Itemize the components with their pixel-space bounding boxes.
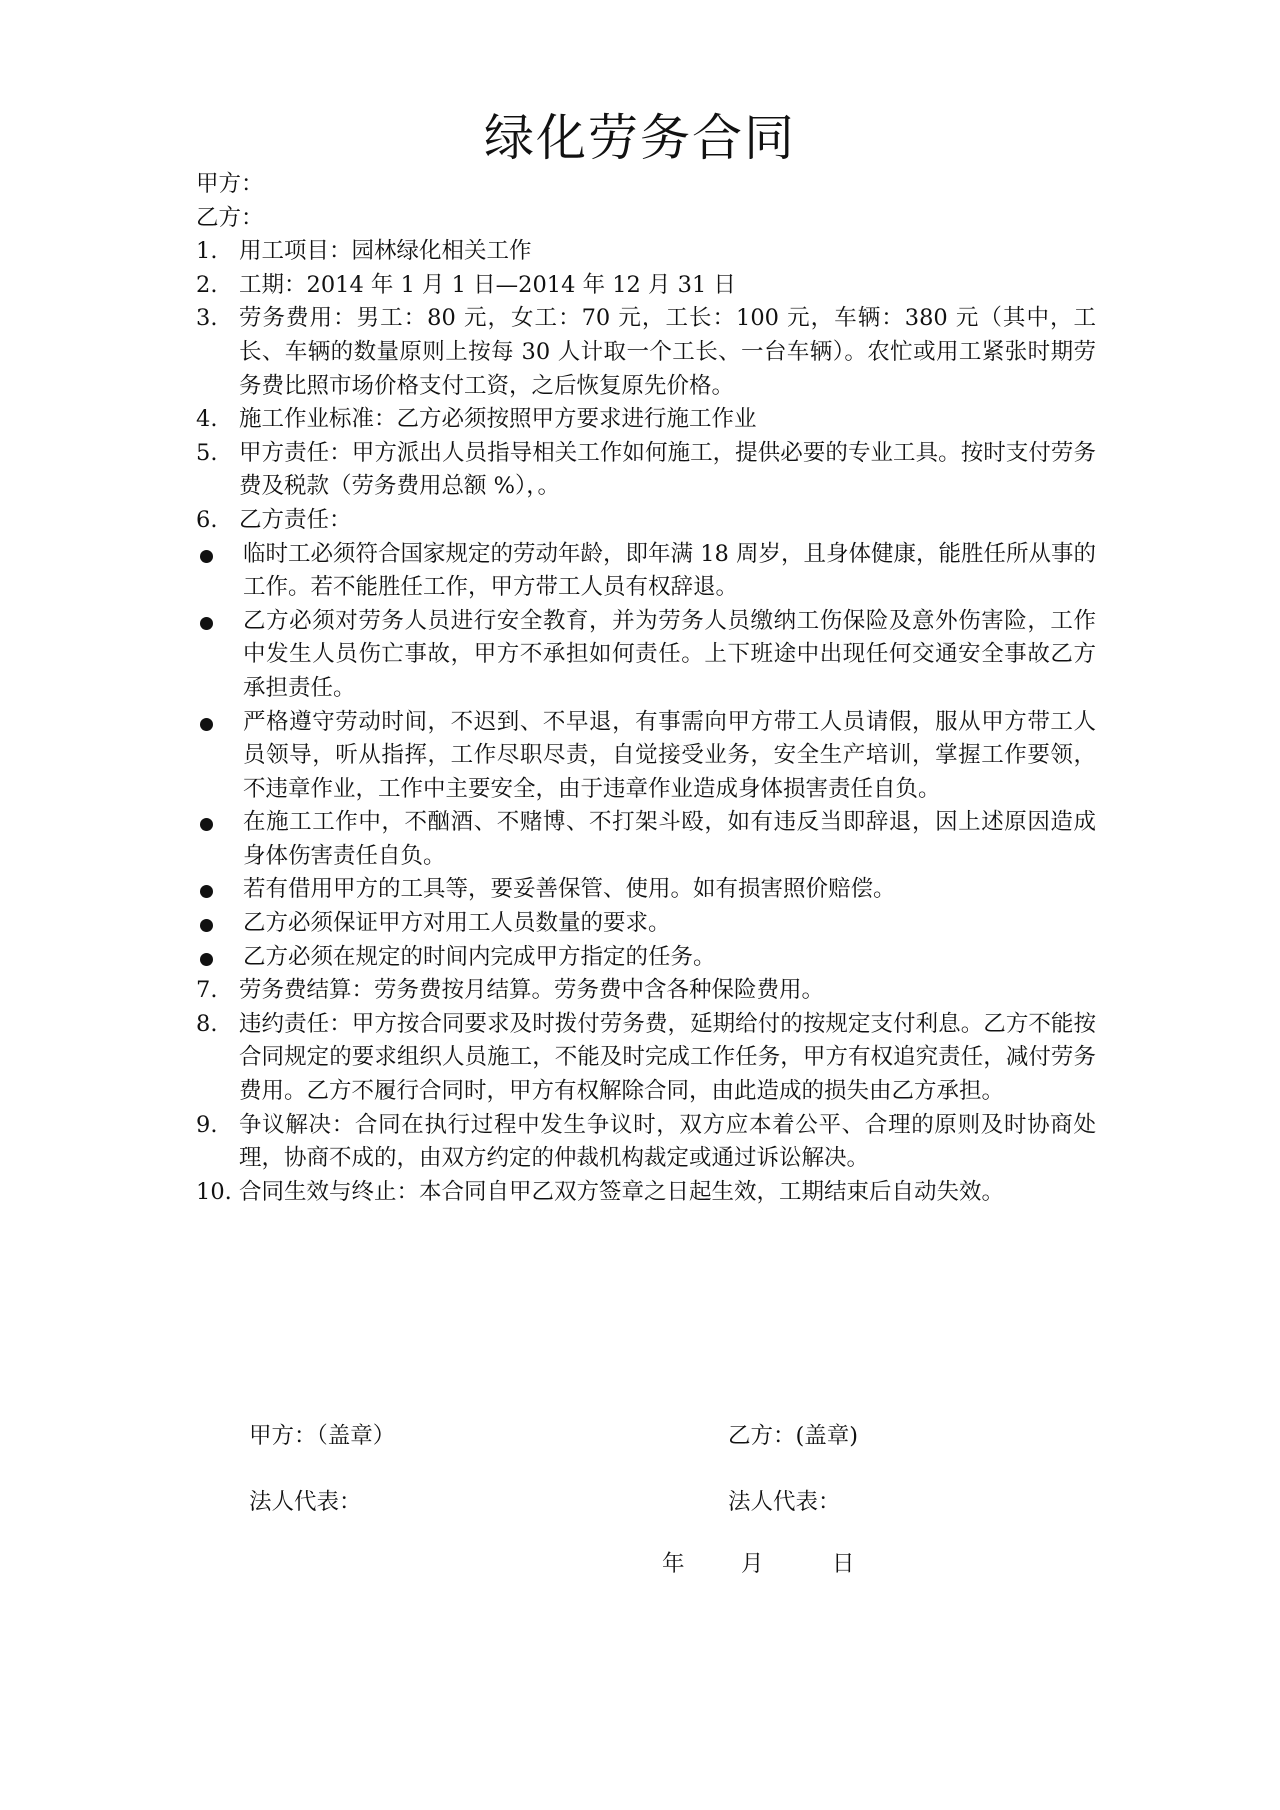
clause-text: 施工作业标准：乙方必须按照甲方要求进行施工作业: [239, 406, 757, 433]
clause-text: 工期：2014 年 1 月 1 日—2014 年 12 月 31 日: [239, 271, 736, 298]
clause-text: 甲方责任：甲方派出人员指导相关工作如何施工，提供必要的专业工具。按时支付劳务费及税款（劳务费用总额 %），。: [239, 439, 1096, 500]
clause-number: 1.: [196, 238, 218, 265]
list-item: [196, 706, 1096, 807]
party-b-rep-label: 法人代表：: [728, 1489, 841, 1515]
bullet-dot-icon: [200, 617, 213, 630]
date-month-label: 月: [741, 1551, 764, 1577]
bullet-dot-icon: [200, 885, 213, 898]
bullet-dot-icon: [200, 818, 213, 831]
clause-8: [196, 1008, 1096, 1109]
clause-text: 乙方责任：: [239, 506, 352, 533]
clause-number: 7.: [196, 977, 218, 1004]
clause-9: [196, 1109, 1096, 1176]
party-b-line: 乙方：: [196, 204, 264, 231]
list-item: [196, 538, 1096, 605]
clause-1: [196, 235, 1096, 269]
clause-text: 合同生效与终止：本合同自甲乙双方签章之日起生效，工期结束后自动失效。: [239, 1178, 1005, 1205]
list-item-text: 若有借用甲方的工具等，要妥善保管、使用。如有损害照价赔偿。: [243, 876, 896, 903]
bullet-dot-icon: [200, 953, 213, 966]
clause-text: 用工项目：园林绿化相关工作: [239, 238, 532, 265]
bullet-dot-icon: [200, 718, 213, 731]
clause-7: [196, 974, 1096, 1008]
list-item: [196, 806, 1096, 873]
clause-10: [196, 1176, 1096, 1210]
clause-5: [196, 437, 1096, 504]
clause-text: 劳务费结算：劳务费按月结算。劳务费中含各种保险费用。: [239, 977, 825, 1004]
clause-number: 10.: [196, 1178, 232, 1205]
list-item-text: 乙方必须保证甲方对用工人员数量的要求。: [243, 910, 671, 937]
clause-number: 3.: [196, 305, 218, 332]
clause-2: [196, 269, 1096, 303]
clause-6: [196, 504, 1096, 538]
list-item-text: 在施工工作中，不酗酒、不赌博、不打架斗殴，如有违反当即辞退，因上述原因造成身体伤害责任自负。: [243, 809, 1096, 869]
contract-body: [196, 168, 1096, 1209]
date-year-label: 年: [662, 1551, 685, 1577]
bullet-dot-icon: [200, 919, 213, 932]
clause-text: 争议解决：合同在执行过程中发生争议时，双方应本着公平、合理的原则及时协商处理，协商不成的，由双方约定的仲裁机构裁定或通过诉讼解决。: [239, 1111, 1096, 1172]
list-item-text: 乙方必须在规定的时间内完成甲方指定的任务。: [243, 943, 716, 970]
bullet-dot-icon: [200, 550, 213, 563]
page-title: 绿化劳务合同: [484, 109, 796, 167]
clause-3: [196, 302, 1096, 403]
clause-number: 4.: [196, 406, 218, 433]
party-a-seal-label: 甲方：（盖章）: [249, 1423, 396, 1449]
clause-number: 9.: [196, 1111, 218, 1138]
list-item: [196, 605, 1096, 706]
clause-number: 5.: [196, 439, 218, 466]
clause-number: 6.: [196, 506, 218, 533]
list-item-text: 乙方必须对劳务人员进行安全教育，并为劳务人员缴纳工伤保险及意外伤害险，工作中发生人员伤亡事故，甲方不承担如何责任。上下班途中出现任何交通安全事故乙方承担责任。: [243, 607, 1096, 701]
party-b-duties-list: [196, 538, 1096, 975]
clause-4: [196, 403, 1096, 437]
clause-number: 8.: [196, 1010, 218, 1037]
date-day-label: 日: [832, 1551, 855, 1577]
party-a-rep-label: 法人代表：: [249, 1489, 362, 1515]
list-item: [196, 907, 1096, 941]
list-item-text: 临时工必须符合国家规定的劳动年龄，即年满 18 周岁，且身体健康，能胜任所从事的工作。若不能胜任工作，甲方带工人员有权辞退。: [243, 540, 1096, 601]
party-a-line: 甲方：: [196, 171, 264, 197]
clause-text: 劳务费用：男工：80 元，女工：70 元，工长：100 元，车辆：380 元（其中，工长、车辆的数量原则上按每 30 人计取一个工长、一台车辆）。农忙或用工紧张时期劳务费比照市场价格支付工资，之后恢复原先价格。: [239, 305, 1096, 399]
list-item: [196, 873, 1096, 907]
clause-text: 违约责任：甲方按合同要求及时拨付劳务费，延期给付的按规定支付利息。乙方不能按合同规定的要求组织人员施工，不能及时完成工作任务，甲方有权追究责任，减付劳务费用。乙方不履行合同时，甲方有权解除合同，由此造成的损失由乙方承担。: [239, 1010, 1096, 1105]
party-b-seal-label: 乙方：(盖章): [728, 1423, 859, 1449]
list-item: [196, 941, 1096, 975]
clause-number: 2.: [196, 271, 218, 298]
list-item-text: 严格遵守劳动时间，不迟到、不早退，有事需向甲方带工人员请假，服从甲方带工人员领导，听从指挥，工作尽职尽责，自觉接受业务，安全生产培训，掌握工作要领，不违章作业，工作中主要安全，由于违章作业造成身体损害责任自负。: [243, 708, 1096, 802]
